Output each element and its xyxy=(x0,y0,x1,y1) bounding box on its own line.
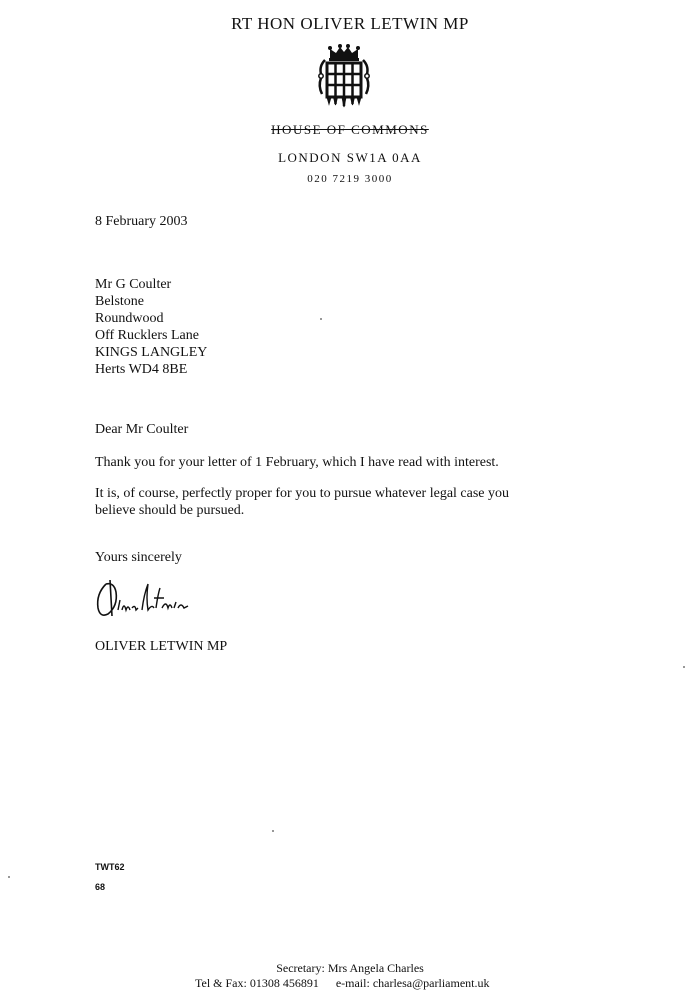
signature xyxy=(92,574,192,622)
letter-date: 8 February 2003 xyxy=(95,214,188,229)
closing: Yours sincerely xyxy=(95,550,182,565)
recipient-line: KINGS LANGLEY xyxy=(95,345,208,360)
letterhead-address: LONDON SW1A 0AA xyxy=(278,150,422,165)
footer-contact xyxy=(195,976,503,991)
recipient-address xyxy=(95,276,207,378)
recipient-line: Belstone xyxy=(95,294,144,309)
scan-speck xyxy=(272,830,274,832)
letterhead-name: RT HON OLIVER LETWIN MP xyxy=(231,14,469,33)
recipient-line: Herts WD4 8BE xyxy=(95,362,188,377)
scan-speck xyxy=(8,876,10,878)
recipient-line: Roundwood xyxy=(95,311,164,326)
scan-speck xyxy=(320,318,322,320)
scan-speck xyxy=(683,666,685,668)
recipient-line: Off Rucklers Lane xyxy=(95,328,199,343)
house-of-commons: HOUSE OF COMMONS xyxy=(271,122,429,137)
footer-email: e-mail: charlesa@parliament.uk xyxy=(335,976,490,990)
paragraph: Thank you for your letter of 1 February, which I have read with interest. xyxy=(95,455,499,470)
portcullis-icon xyxy=(316,44,372,112)
signer-name: OLIVER LETWIN MP xyxy=(95,639,228,654)
reference-code: TWT62 xyxy=(95,862,125,872)
paragraph: It is, of course, perfectly proper for you to pursue whatever legal case you believe should be pursued. xyxy=(95,486,510,518)
recipient-line: Mr G Coulter xyxy=(95,277,172,292)
reference-number: 68 xyxy=(95,882,106,892)
footer-telfax: Tel & Fax: 01308 456891 xyxy=(195,976,319,990)
footer-secretary: Secretary: Mrs Angela Charles xyxy=(276,961,424,975)
letterhead-phone: 020 7219 3000 xyxy=(307,173,393,185)
salutation: Dear Mr Coulter xyxy=(95,422,189,437)
